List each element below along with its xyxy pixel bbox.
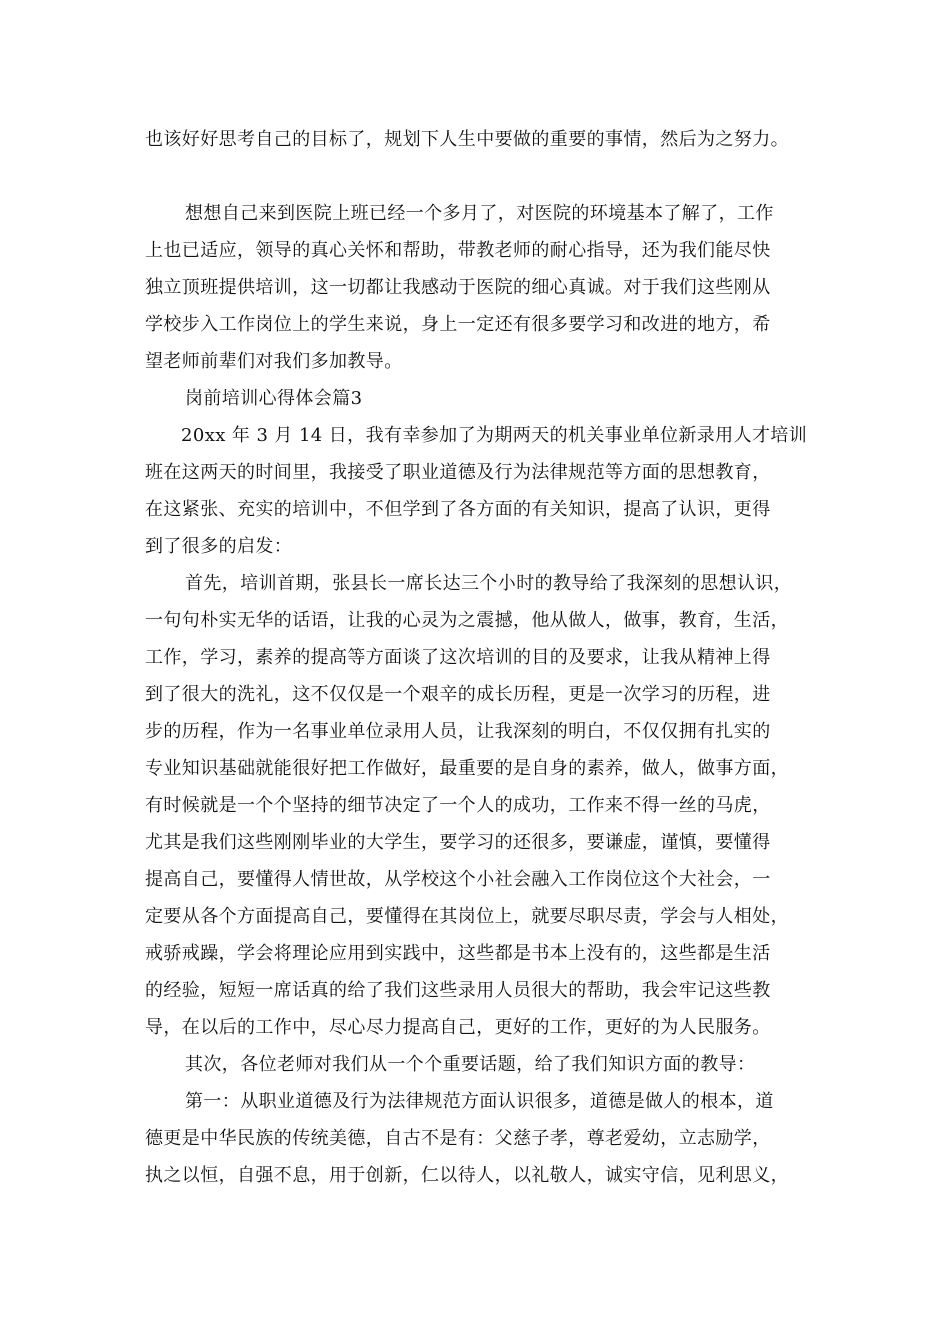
text-line: 步的历程，作为一名事业单位录用人员，让我深刻的明白，不仅仅拥有扎实的 (145, 721, 771, 742)
text-line: 专业知识基础就能很好把工作做好，最重要的是自身的素养，做人，做事方面， (145, 758, 789, 779)
paragraph-start-line: 想想自己来到医院上班已经一个多月了，对医院的环境基本了解了，工作 (185, 203, 774, 224)
text-line: 上也已适应，领导的真心关怀和帮助，带教老师的耐心指导，还为我们能尽快 (145, 240, 771, 261)
section-heading: 岗前培训心得体会篇3 (185, 388, 363, 409)
text-line: 到了很大的洗礼，这不仅仅是一个艰辛的成长历程，更是一次学习的历程，进 (145, 684, 771, 705)
paragraph-start-line: 20xx 年 3 月 14 日，我有幸参加了为期两天的机关事业单位新录用人才培训 (181, 425, 808, 446)
text-line: 定要从各个方面提高自己，要懂得在其岗位上，就要尽职尽责，学会与人相处， (145, 906, 789, 927)
text-line: 也该好好思考自己的目标了，规划下人生中要做的重要的事情，然后为之努力。 (145, 129, 789, 150)
text-line: 执之以恒，自强不息，用于创新，仁以待人，以礼敬人，诚实守信，见利思义， (145, 1165, 789, 1186)
text-line: 望老师前辈们对我们多加教导。 (145, 351, 403, 372)
text-line: 到了很多的启发： (145, 536, 293, 557)
paragraph-start-line: 首先，培训首期，张县长一席长达三个小时的教导给了我深刻的思想认识， (185, 573, 793, 594)
document-body (145, 121, 825, 1194)
text-line: 德更是中华民族的传统美德，自古不是有：父慈子孝，尊老爱幼，立志励学， (145, 1128, 771, 1149)
text-line: 导，在以后的工作中，尽心尽力提高自己，更好的工作，更好的为人民服务。 (145, 1017, 771, 1038)
text-line: 戒骄戒躁，学会将理论应用到实践中，这些都是书本上没有的，这些都是生活 (145, 943, 771, 964)
text-line: 学校步入工作岗位上的学生来说，身上一定还有很多要学习和改进的地方，希 (145, 314, 771, 335)
text-line: 班在这两天的时间里，我接受了职业道德及行为法律规范等方面的思想教育， (145, 462, 771, 483)
text-line: 有时候就是一个个坚持的细节决定了一个人的成功，工作来不得一丝的马虎， (145, 795, 771, 816)
text-line: 提高自己，要懂得人情世故，从学校这个小社会融入工作岗位这个大社会，一 (145, 869, 771, 890)
text-line: 在这紧张、充实的培训中，不但学到了各方面的有关知识，提高了认识，更得 (145, 499, 771, 520)
paragraph-start-line: 第一：从职业道德及行为法律规范方面认识很多，道德是做人的根本，道 (185, 1091, 774, 1112)
text-line: 工作，学习，素养的提高等方面谈了这次培训的目的及要求，让我从精神上得 (145, 647, 771, 668)
paragraph-start-line: 其次，各位老师对我们从一个个重要话题，给了我们知识方面的教导： (185, 1054, 756, 1075)
text-line: 一句句朴实无华的话语，让我的心灵为之震撼，他从做人，做事，教育，生活， (145, 610, 789, 631)
text-line: 独立顶班提供培训，这一切都让我感动于医院的细心真诚。对于我们这些刚从 (145, 277, 771, 298)
text-line: 尤其是我们这些刚刚毕业的大学生，要学习的还很多，要谦虚，谨慎，要懂得 (145, 832, 771, 853)
text-line: 的经验，短短一席话真的给了我们这些录用人员很大的帮助，我会牢记这些教 (145, 980, 771, 1001)
